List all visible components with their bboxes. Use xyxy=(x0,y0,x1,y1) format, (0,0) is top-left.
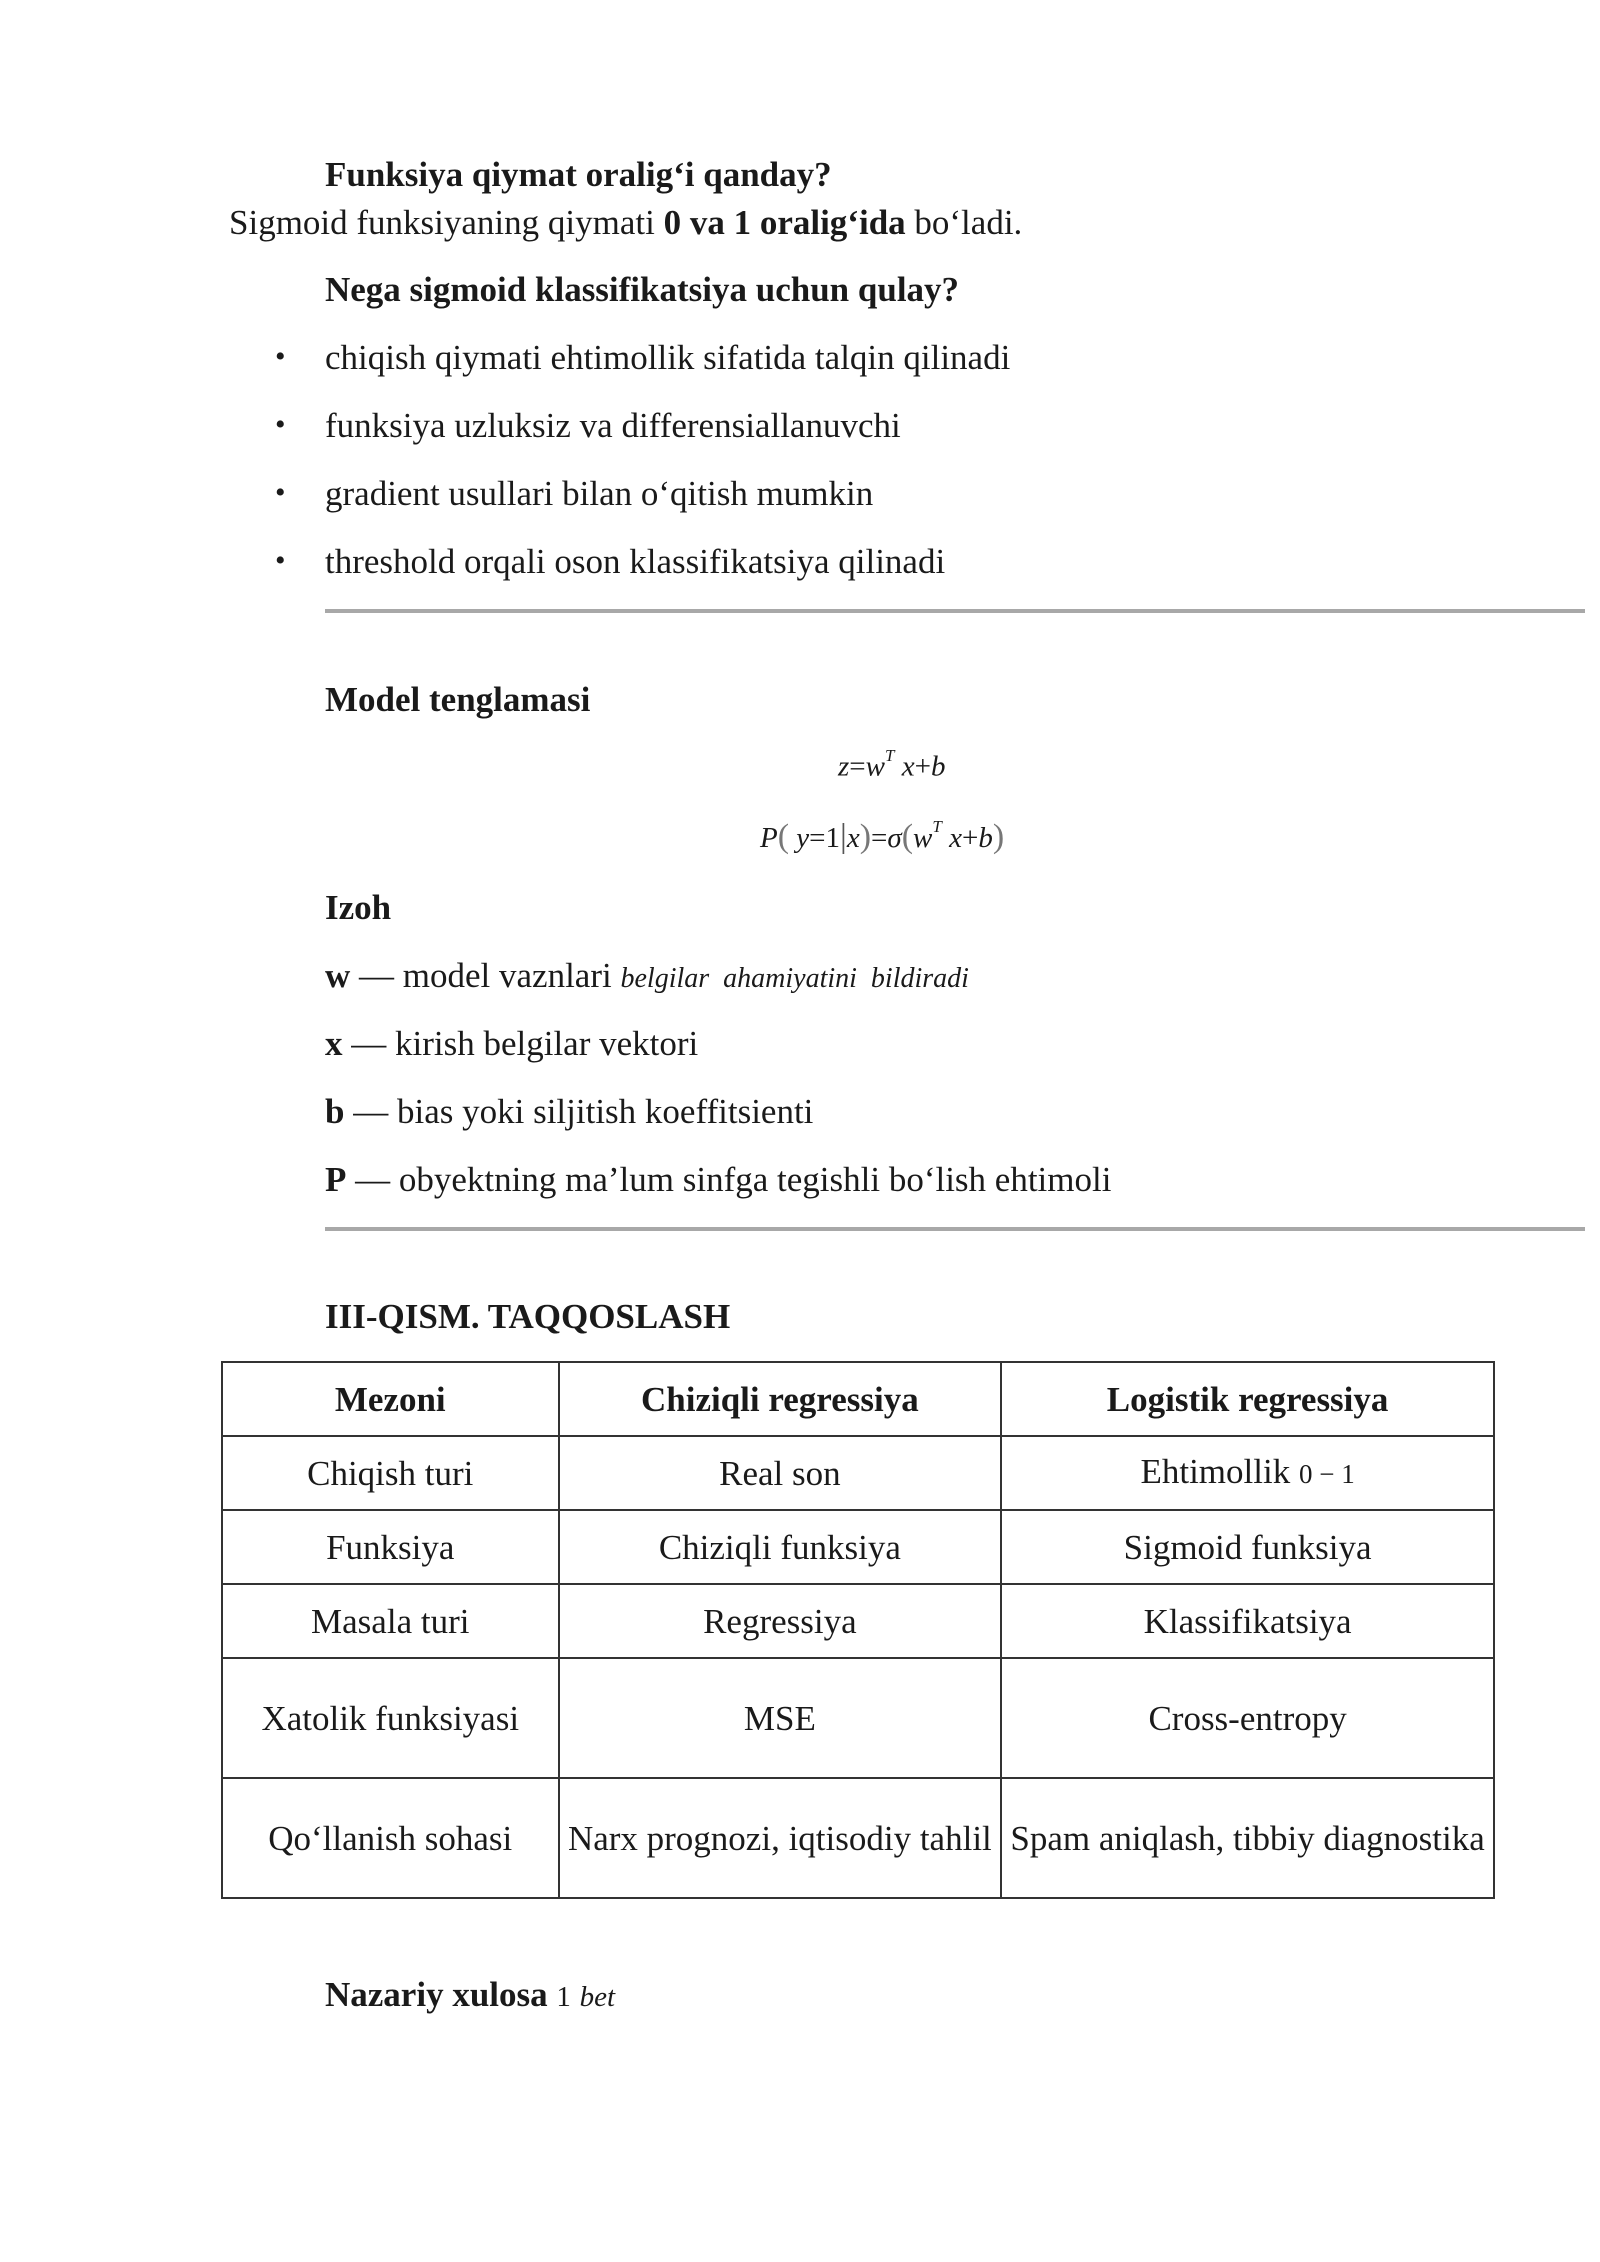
table-cell: Ehtimollik 0 − 1 xyxy=(1001,1436,1494,1510)
range-note: 0 − 1 xyxy=(1298,1459,1355,1489)
table-cell: Chiziqli funksiya xyxy=(559,1510,1002,1584)
question-heading-range: Funksiya qiymat oralig‘i qanday? xyxy=(325,155,832,194)
table-cell: Klassifikatsiya xyxy=(1001,1584,1494,1658)
bullet-icon: • xyxy=(275,476,286,509)
list-item: gradient usullari bilan o‘qitish mumkin xyxy=(325,474,874,513)
column-header: Logistik regressiya xyxy=(1001,1362,1494,1436)
comparison-table xyxy=(221,1361,1495,1899)
conclusion-number: 1 xyxy=(556,1981,571,2013)
equation-z: $z=w^T$ x+b xyxy=(838,746,946,783)
definition-text: — kirish belgilar vektori xyxy=(351,1024,699,1063)
table-cell: Regressiya xyxy=(559,1584,1002,1658)
table-cell: Xatolik funksiyasi xyxy=(222,1658,559,1778)
symbol: b xyxy=(325,1092,345,1131)
comparison-heading: III-QISM. TAQQOSLASH xyxy=(325,1297,731,1336)
table-cell: Masala turi xyxy=(222,1584,559,1658)
table-cell: Real son xyxy=(559,1436,1002,1510)
conclusion-unit: bet xyxy=(579,1981,616,2013)
horizontal-divider xyxy=(325,1227,1585,1231)
definition-b xyxy=(325,1092,813,1132)
equation-probability: P( $y=1|x)=\sigma(w^T$ x+b) xyxy=(760,817,1005,855)
bullet-icon: • xyxy=(275,340,286,373)
table-row xyxy=(222,1778,1494,1898)
list-item: funksiya uzluksiz va differensiallanuvchi xyxy=(325,406,901,445)
range-answer-suffix: bo‘ladi. xyxy=(914,203,1023,242)
bullet-icon: • xyxy=(275,408,286,441)
table-cell: Cross-entropy xyxy=(1001,1658,1494,1778)
definition-text: — bias yoki siljitish koeffitsienti xyxy=(353,1092,814,1131)
definition-w xyxy=(325,956,969,999)
table-cell: Sigmoid funksiya xyxy=(1001,1510,1494,1584)
definition-note: belgilar ahamiyatini bildiradi xyxy=(620,963,969,994)
definition-text: — model vaznlari xyxy=(359,956,612,995)
conclusion-heading: Nazariy xulosa 1 bet xyxy=(325,1975,616,2014)
column-header: Chiziqli regressiya xyxy=(559,1362,1002,1436)
list-item: chiqish qiymati ehtimollik sifatida talqin qilinadi xyxy=(325,338,1011,377)
model-heading: Model tenglamasi xyxy=(325,680,591,719)
table-cell: Qo‘llanish sohasi xyxy=(222,1778,559,1898)
symbol: P xyxy=(325,1160,347,1199)
table-cell: Spam aniqlash, tibbiy diagnostika xyxy=(1001,1778,1494,1898)
column-header: Mezoni xyxy=(222,1362,559,1436)
table-cell: Funksiya xyxy=(222,1510,559,1584)
definition-p xyxy=(325,1160,1111,1200)
question-heading-why: Nega sigmoid klassifikatsiya uchun qulay? xyxy=(325,270,960,309)
table-row xyxy=(222,1584,1494,1658)
table-header-row xyxy=(222,1362,1494,1436)
table-cell: Chiqish turi xyxy=(222,1436,559,1510)
horizontal-divider xyxy=(325,609,1585,613)
table-row xyxy=(222,1658,1494,1778)
symbol: x xyxy=(325,1024,343,1063)
symbol: w xyxy=(325,956,351,995)
definition-x xyxy=(325,1024,698,1064)
table-row xyxy=(222,1510,1494,1584)
range-answer-bold: 0 va 1 oralig‘ida xyxy=(663,203,906,242)
range-answer xyxy=(229,203,1022,243)
table-cell: Narx prognozi, iqtisodiy tahlil xyxy=(559,1778,1002,1898)
bullet-icon: • xyxy=(275,544,286,577)
table-row xyxy=(222,1436,1494,1510)
list-item: threshold orqali oson klassifikatsiya qilinadi xyxy=(325,542,946,581)
definition-text: — obyektning ma’lum sinfga tegishli bo‘lish ehtimoli xyxy=(355,1160,1112,1199)
table-cell: MSE xyxy=(559,1658,1002,1778)
izoh-heading: Izoh xyxy=(325,888,392,927)
range-answer-prefix: Sigmoid funksiyaning qiymati xyxy=(229,203,655,242)
